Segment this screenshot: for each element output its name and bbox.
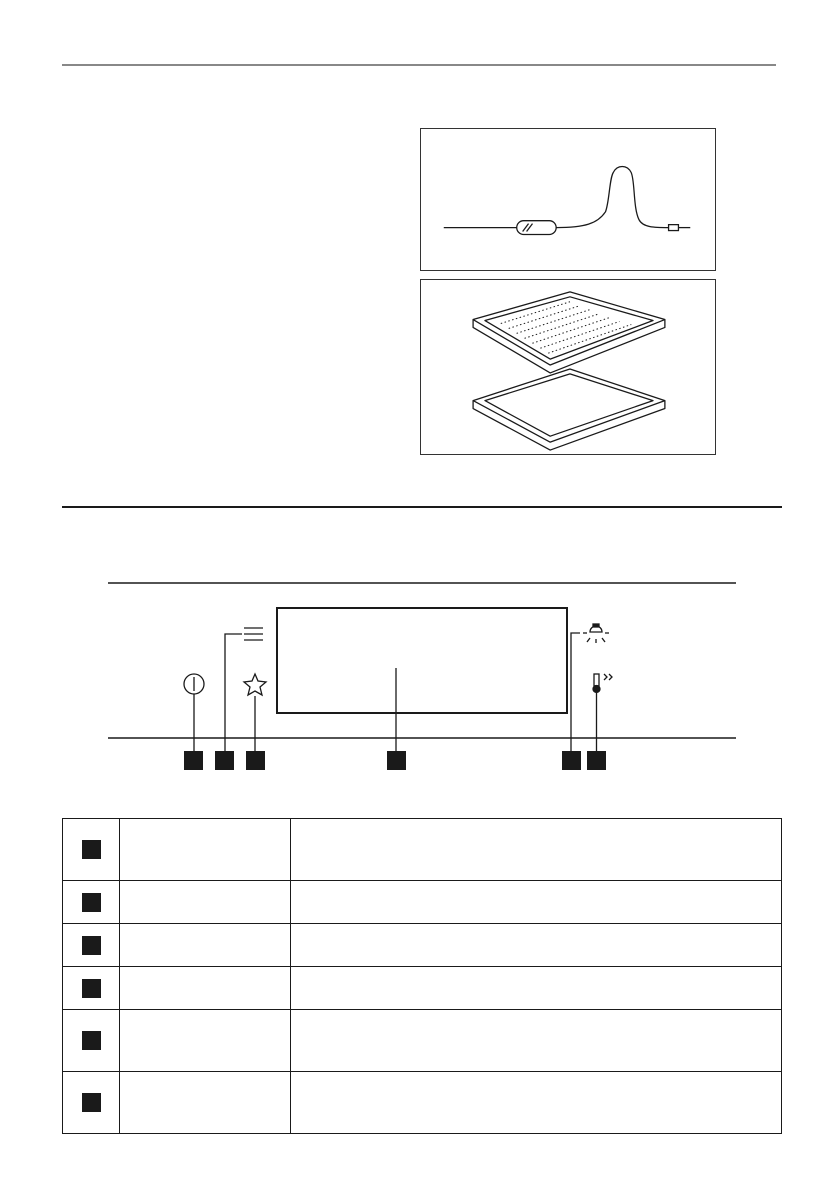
baking-trays-icon [421, 280, 715, 454]
marker-1 [184, 751, 203, 770]
table-row [63, 881, 782, 924]
row-marker [82, 1031, 101, 1050]
table-row [63, 819, 782, 881]
function-name [120, 967, 291, 1010]
marker-6 [587, 751, 606, 770]
control-panel-illustration [100, 570, 750, 775]
function-name [120, 819, 291, 881]
function-name [120, 881, 291, 924]
favourites-star-icon [244, 674, 266, 752]
table-row [63, 924, 782, 967]
function-description [291, 924, 782, 967]
header-rule [62, 64, 776, 66]
core-temperature-sensor-image [420, 128, 716, 271]
section-rule [62, 506, 782, 508]
row-marker [82, 979, 101, 998]
baking-trays-image [420, 279, 716, 455]
core-temperature-sensor-icon [593, 674, 612, 752]
table-row [63, 1010, 782, 1072]
menu-icon [225, 628, 263, 752]
function-description [291, 967, 782, 1010]
marker-2 [215, 751, 234, 770]
row-marker [82, 893, 101, 912]
marker-4 [387, 751, 406, 770]
control-panel-legend-table [62, 818, 782, 1134]
control-panel-markers [184, 751, 606, 770]
lamp-icon [571, 624, 609, 752]
row-marker [82, 1093, 101, 1112]
function-description [291, 1010, 782, 1072]
function-name [120, 924, 291, 967]
marker-3 [246, 751, 265, 770]
function-description [291, 819, 782, 881]
row-marker [82, 936, 101, 955]
core-temperature-sensor-icon [421, 129, 715, 270]
function-name [120, 1072, 291, 1134]
marker-5 [562, 751, 581, 770]
function-description [291, 881, 782, 924]
function-description [291, 1072, 782, 1134]
table-row [63, 1072, 782, 1134]
function-name [120, 1010, 291, 1072]
row-marker [82, 840, 101, 859]
on-off-icon [184, 674, 204, 752]
table-row [63, 967, 782, 1010]
